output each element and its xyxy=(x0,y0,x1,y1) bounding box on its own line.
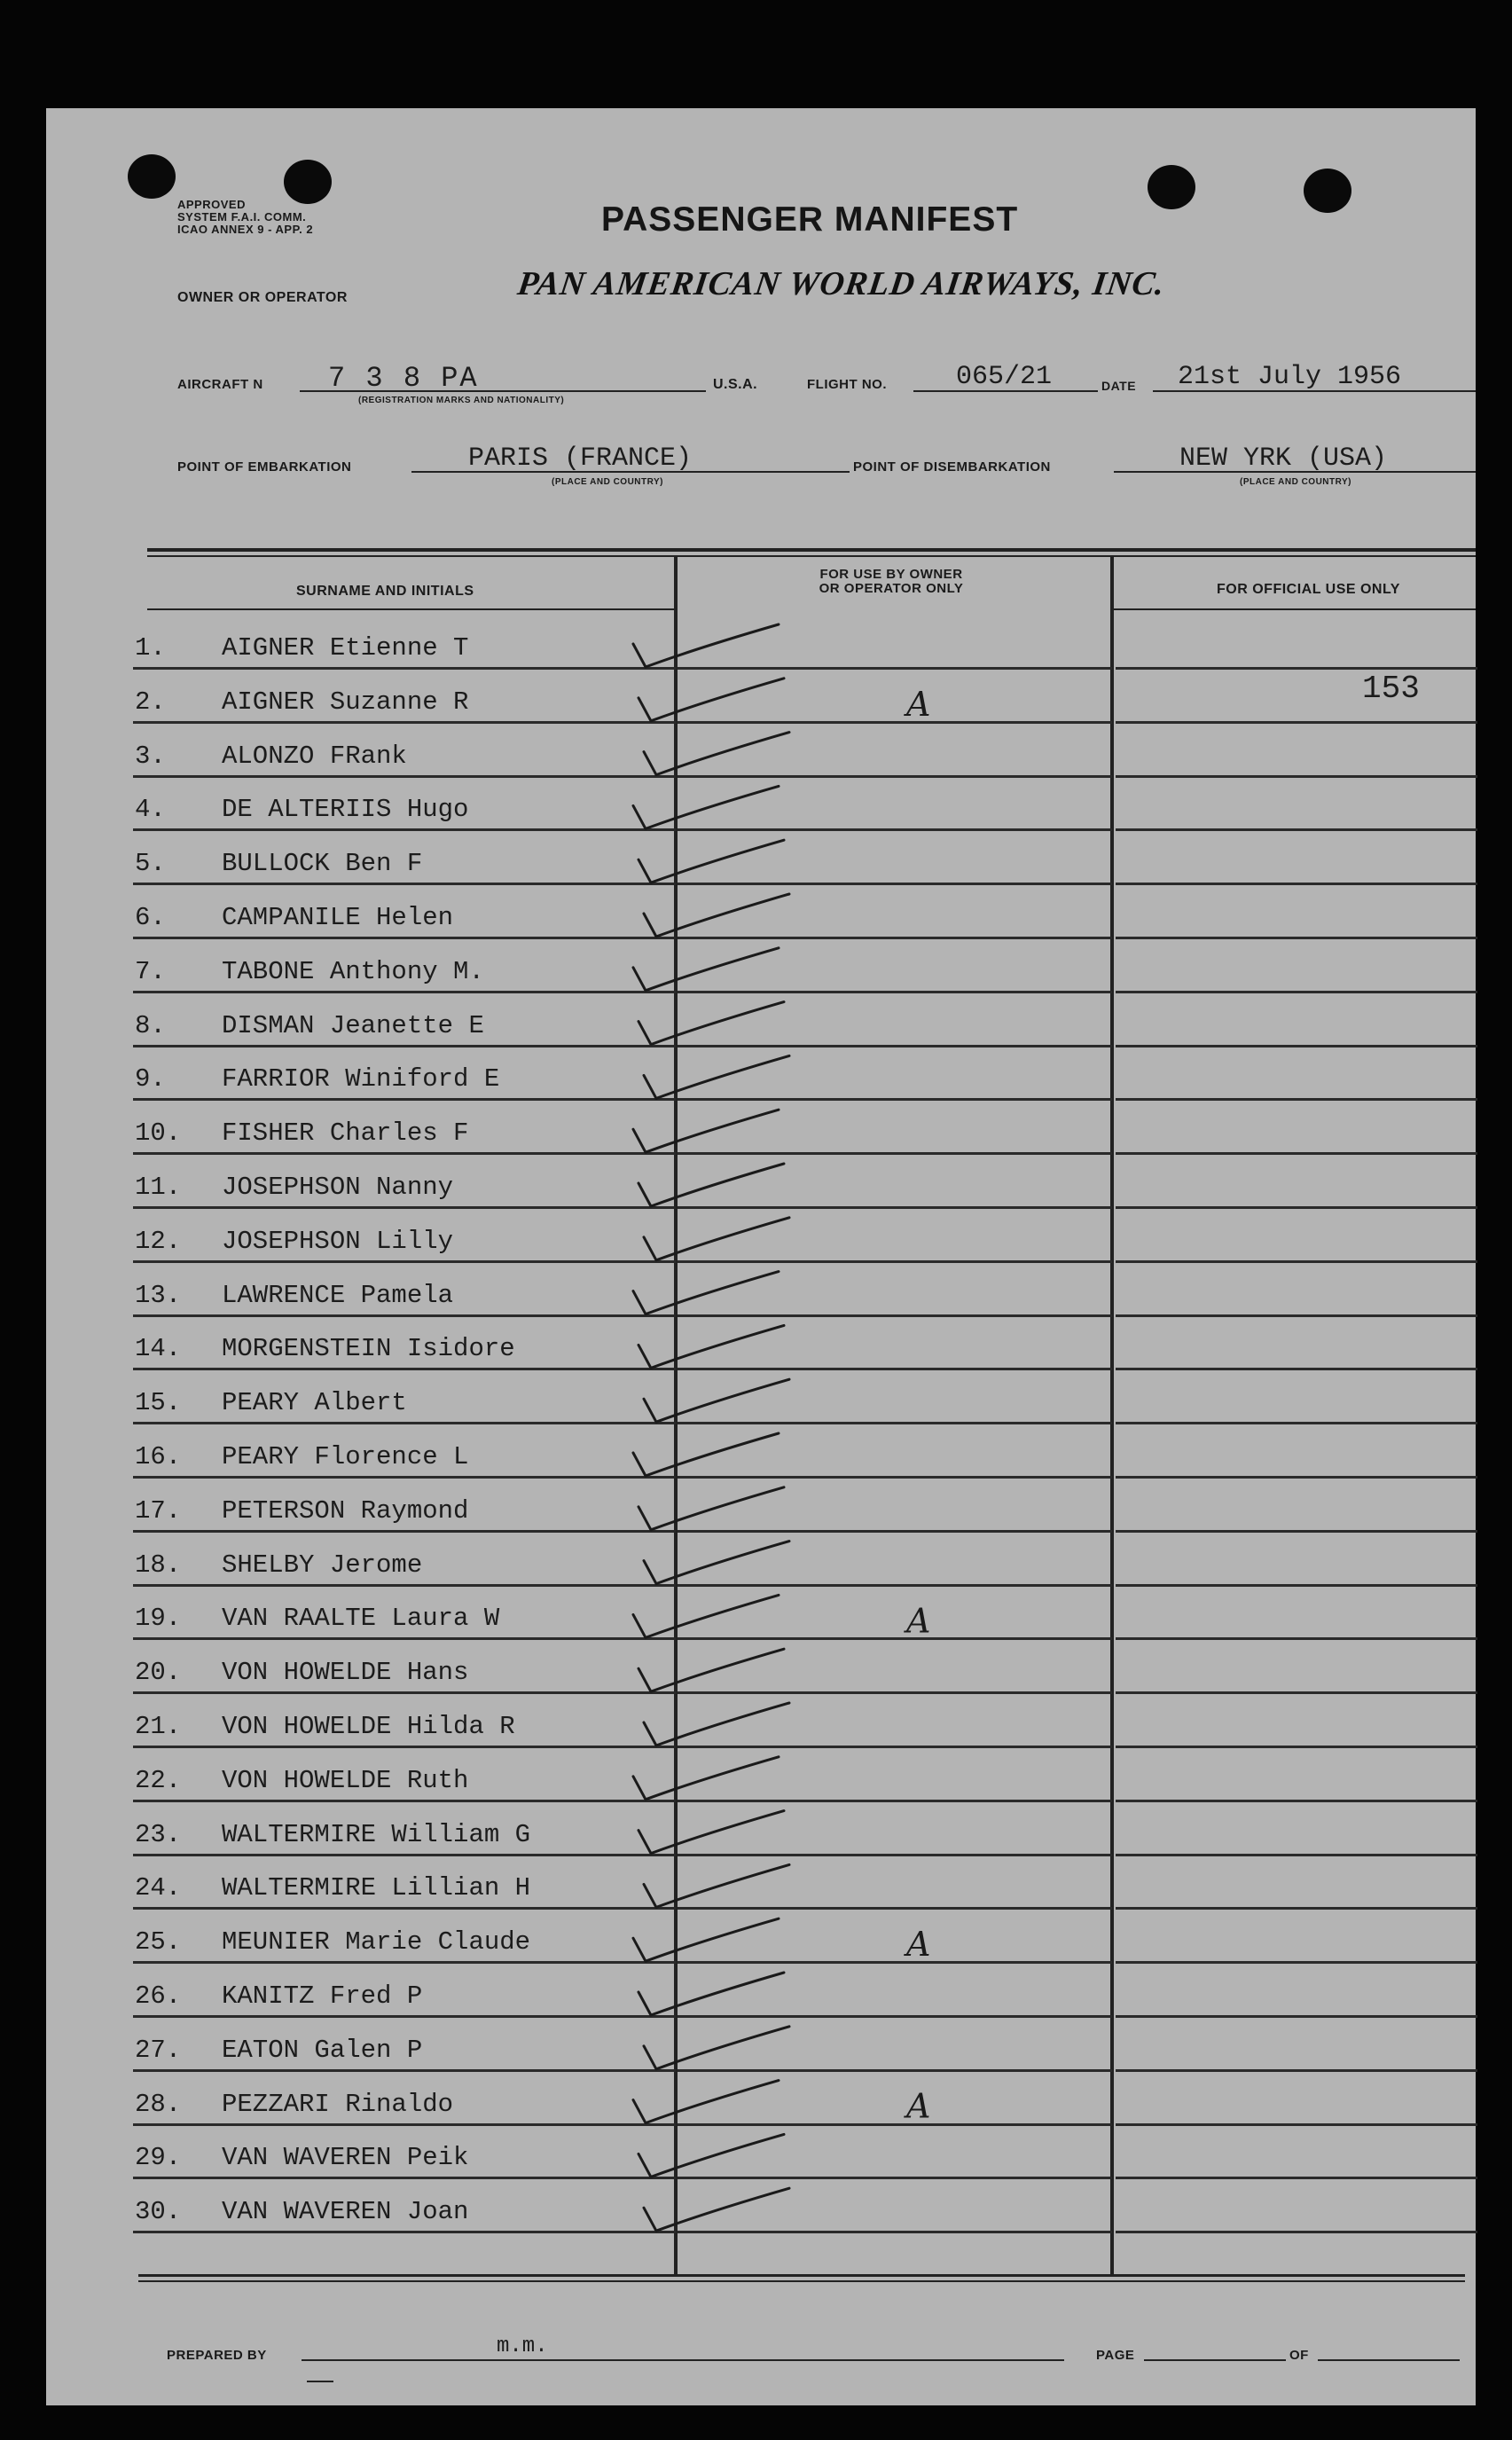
passenger-name: AIGNER Etienne T xyxy=(222,633,469,663)
row-rule xyxy=(678,2231,1112,2233)
row-rule xyxy=(133,1637,676,1640)
passenger-name: CAMPANILE Helen xyxy=(222,903,454,932)
row-rule xyxy=(1116,667,1477,670)
row-rule xyxy=(678,2123,1112,2126)
row-rule xyxy=(678,937,1112,939)
column-divider xyxy=(674,555,678,2276)
row-number: 5. xyxy=(135,849,166,879)
row-rule xyxy=(1116,1907,1477,1910)
row-rule xyxy=(678,883,1112,885)
official-number: 153 xyxy=(1362,671,1420,707)
row-rule xyxy=(133,883,676,885)
prepared-value: m.m. xyxy=(497,2334,548,2358)
aircraft-value: 7 3 8 PA xyxy=(328,362,479,395)
row-number: 29. xyxy=(135,2143,182,2173)
passenger-name: TABONE Anthony M. xyxy=(222,956,484,986)
row-rule xyxy=(1116,2015,1477,2018)
punch-hole xyxy=(1148,165,1195,209)
operator-name: PAN AMERICAN WORLD AIRWAYS, INC. xyxy=(515,265,1168,302)
row-number: 22. xyxy=(135,1765,182,1795)
row-number: 9. xyxy=(135,1064,166,1094)
row-rule xyxy=(1116,1530,1477,1533)
row-rule xyxy=(1116,937,1477,939)
handwritten-mark: A xyxy=(906,684,931,724)
row-rule xyxy=(1116,1476,1477,1479)
row-rule xyxy=(678,1368,1112,1370)
of-underline xyxy=(1318,2359,1460,2361)
passenger-name: FISHER Charles F xyxy=(222,1118,469,1149)
row-rule xyxy=(1116,1206,1477,1209)
row-rule xyxy=(678,1691,1112,1694)
owner-label: OWNER OR OPERATOR xyxy=(177,290,348,305)
row-rule xyxy=(1116,1961,1477,1964)
aircraft-label: AIRCRAFT N xyxy=(177,377,263,392)
row-number: 25. xyxy=(135,1927,182,1957)
row-rule xyxy=(133,667,676,670)
passenger-name: BULLOCK Ben F xyxy=(222,849,423,879)
passenger-name: PETERSON Raymond xyxy=(222,1495,469,1526)
row-rule xyxy=(133,1800,676,1802)
row-number: 12. xyxy=(135,1226,182,1256)
passenger-name: VON HOWELDE Hilda R xyxy=(222,1712,515,1741)
row-rule xyxy=(133,828,676,831)
passenger-name: MORGENSTEIN Isidore xyxy=(222,1334,515,1364)
page-label: PAGE xyxy=(1096,2348,1135,2363)
prepared-label: PREPARED BY xyxy=(167,2348,267,2363)
passenger-name: PEARY Albert xyxy=(222,1388,407,1418)
col-official-header: FOR OFFICIAL USE ONLY xyxy=(1217,582,1400,597)
row-rule xyxy=(133,1746,676,1748)
row-rule xyxy=(1116,1098,1477,1101)
passenger-name: JOSEPHSON Nanny xyxy=(222,1173,454,1202)
row-number: 6. xyxy=(135,903,166,932)
row-rule xyxy=(133,2177,676,2179)
row-rule xyxy=(133,1691,676,1694)
header-underline xyxy=(147,608,674,610)
table-top-rule xyxy=(147,548,1476,552)
row-number: 2. xyxy=(135,686,166,717)
row-rule xyxy=(1116,1691,1477,1694)
row-rule xyxy=(133,775,676,778)
passenger-name: PEZZARI Rinaldo xyxy=(222,2089,454,2119)
embark-value: PARIS (FRANCE) xyxy=(468,443,693,474)
row-rule xyxy=(1116,2123,1477,2126)
row-rule xyxy=(678,1476,1112,1479)
row-rule xyxy=(1116,1854,1477,1856)
col-owner-header-line: OR OPERATOR ONLY xyxy=(819,581,964,596)
row-rule xyxy=(133,937,676,939)
row-number: 23. xyxy=(135,1819,182,1849)
row-number: 17. xyxy=(135,1495,182,1526)
disembark-sublabel: (PLACE AND COUNTRY) xyxy=(1240,477,1351,487)
row-number: 13. xyxy=(135,1280,182,1310)
row-rule xyxy=(1116,1746,1477,1748)
row-number: 16. xyxy=(135,1442,182,1471)
row-rule xyxy=(133,1368,676,1370)
row-rule xyxy=(133,1152,676,1155)
row-number: 4. xyxy=(135,795,166,825)
row-number: 18. xyxy=(135,1550,182,1580)
row-rule xyxy=(1116,883,1477,885)
handwritten-mark: A xyxy=(906,1925,931,1965)
row-number: 28. xyxy=(135,2089,182,2119)
row-rule xyxy=(133,1584,676,1587)
row-rule xyxy=(678,1045,1112,1047)
row-rule xyxy=(1116,1637,1477,1640)
row-rule xyxy=(133,1530,676,1533)
passenger-name: VAN RAALTE Laura W xyxy=(222,1604,500,1634)
embark-label: POINT OF EMBARKATION xyxy=(177,459,352,475)
footer-rule xyxy=(138,2280,1465,2282)
row-rule xyxy=(1116,1422,1477,1424)
row-rule xyxy=(133,2069,676,2072)
row-rule xyxy=(1116,721,1477,724)
flight-value: 065/21 xyxy=(956,362,1053,392)
passenger-name: DE ALTERIIS Hugo xyxy=(222,795,469,825)
disembark-label: POINT OF DISEMBARKATION xyxy=(853,459,1051,475)
handwritten-mark: A xyxy=(906,1601,931,1641)
row-number: 30. xyxy=(135,2197,182,2227)
row-rule xyxy=(678,1800,1112,1802)
row-rule xyxy=(1116,1260,1477,1263)
page-title: PASSENGER MANIFEST xyxy=(601,200,1019,239)
row-rule xyxy=(678,1961,1112,1964)
footer-rule xyxy=(138,2274,1465,2277)
row-rule xyxy=(678,991,1112,993)
page-underline xyxy=(1144,2359,1286,2361)
row-rule xyxy=(678,1746,1112,1748)
column-divider xyxy=(1110,555,1114,2276)
row-rule xyxy=(133,1476,676,1479)
aircraft-sublabel: (REGISTRATION MARKS AND NATIONALITY) xyxy=(358,396,565,405)
row-rule xyxy=(133,1098,676,1101)
passenger-name: VON HOWELDE Ruth xyxy=(222,1765,469,1795)
row-number: 27. xyxy=(135,2035,182,2065)
row-rule xyxy=(678,667,1112,670)
row-rule xyxy=(133,1206,676,1209)
passenger-name: WALTERMIRE William G xyxy=(222,1819,531,1849)
row-number: 10. xyxy=(135,1118,182,1149)
row-number: 7. xyxy=(135,956,166,986)
row-rule xyxy=(133,1422,676,1424)
usa-label: U.S.A. xyxy=(713,377,758,392)
row-rule xyxy=(133,2123,676,2126)
table-top-rule xyxy=(147,555,1476,557)
row-rule xyxy=(678,2069,1112,2072)
approval-line: SYSTEM F.A.I. COMM. xyxy=(177,210,307,224)
approval-line: APPROVED xyxy=(177,198,246,211)
date-value: 21st July 1956 xyxy=(1178,362,1402,392)
row-number: 26. xyxy=(135,1981,182,2011)
passenger-name: FARRIOR Winiford E xyxy=(222,1064,500,1094)
header-underline xyxy=(1114,608,1476,610)
row-number: 1. xyxy=(135,633,166,663)
row-rule xyxy=(1116,775,1477,778)
row-rule xyxy=(678,775,1112,778)
handwritten-mark: A xyxy=(906,2086,931,2126)
approval-block xyxy=(177,199,313,236)
row-rule xyxy=(678,1854,1112,1856)
row-number: 20. xyxy=(135,1658,182,1688)
row-number: 15. xyxy=(135,1388,182,1418)
passenger-name: VON HOWELDE Hans xyxy=(222,1658,469,1688)
col-owner-header xyxy=(780,568,1002,596)
row-number: 24. xyxy=(135,1873,182,1903)
row-number: 14. xyxy=(135,1334,182,1364)
row-rule xyxy=(1116,2069,1477,2072)
passenger-name: VAN WAVEREN Peik xyxy=(222,2143,469,2173)
row-rule xyxy=(678,1314,1112,1317)
row-rule xyxy=(1116,1045,1477,1047)
row-number: 11. xyxy=(135,1173,182,1202)
row-rule xyxy=(133,1961,676,1964)
row-rule xyxy=(1116,1152,1477,1155)
col-owner-header-line: FOR USE BY OWNER xyxy=(819,567,963,582)
row-rule xyxy=(1116,1800,1477,1802)
footer-mark xyxy=(307,2381,333,2382)
row-rule xyxy=(678,721,1112,724)
disembark-value: NEW YRK (USA) xyxy=(1179,443,1388,474)
row-number: 19. xyxy=(135,1604,182,1634)
row-number: 21. xyxy=(135,1712,182,1741)
row-rule xyxy=(133,1260,676,1263)
row-rule xyxy=(678,1637,1112,1640)
passenger-name: MEUNIER Marie Claude xyxy=(222,1927,531,1957)
row-rule xyxy=(678,2177,1112,2179)
passenger-name: KANITZ Fred P xyxy=(222,1981,423,2011)
date-label: DATE xyxy=(1101,379,1137,393)
row-number: 8. xyxy=(135,1010,166,1040)
row-rule xyxy=(1116,828,1477,831)
row-rule xyxy=(678,828,1112,831)
row-rule xyxy=(133,1854,676,1856)
passenger-name: PEARY Florence L xyxy=(222,1442,469,1471)
punch-hole xyxy=(284,160,332,204)
passenger-name: DISMAN Jeanette E xyxy=(222,1010,484,1040)
row-rule xyxy=(678,1584,1112,1587)
row-rule xyxy=(1116,2177,1477,2179)
passenger-name: LAWRENCE Pamela xyxy=(222,1280,454,1310)
punch-hole xyxy=(1304,169,1351,213)
passenger-name: WALTERMIRE Lillian H xyxy=(222,1873,531,1903)
row-rule xyxy=(1116,2231,1477,2233)
row-rule xyxy=(1116,1368,1477,1370)
of-label: OF xyxy=(1289,2348,1309,2363)
row-rule xyxy=(678,2015,1112,2018)
row-rule xyxy=(133,991,676,993)
passenger-name: ALONZO FRank xyxy=(222,741,407,771)
col-surname-header: SURNAME AND INITIALS xyxy=(296,584,474,599)
passenger-name: JOSEPHSON Lilly xyxy=(222,1226,454,1256)
row-rule xyxy=(678,1206,1112,1209)
row-rule xyxy=(133,1045,676,1047)
row-rule xyxy=(678,1152,1112,1155)
row-rule xyxy=(1116,1314,1477,1317)
approval-line: ICAO ANNEX 9 - APP. 2 xyxy=(177,223,314,236)
row-rule xyxy=(133,1314,676,1317)
row-rule xyxy=(678,1260,1112,1263)
row-rule xyxy=(133,721,676,724)
punch-hole xyxy=(128,154,176,199)
row-rule xyxy=(133,1907,676,1910)
row-rule xyxy=(133,2015,676,2018)
passenger-name: VAN WAVEREN Joan xyxy=(222,2197,469,2227)
passenger-name: AIGNER Suzanne R xyxy=(222,686,469,717)
embark-sublabel: (PLACE AND COUNTRY) xyxy=(552,477,663,487)
row-rule xyxy=(678,1098,1112,1101)
row-rule xyxy=(133,2231,676,2233)
row-number: 3. xyxy=(135,741,166,771)
row-rule xyxy=(1116,1584,1477,1587)
row-rule xyxy=(678,1907,1112,1910)
prepared-underline xyxy=(302,2359,1064,2361)
row-rule xyxy=(1116,991,1477,993)
row-rule xyxy=(678,1530,1112,1533)
passenger-name: EATON Galen P xyxy=(222,2035,423,2065)
passenger-name: SHELBY Jerome xyxy=(222,1550,423,1580)
flight-label: FLIGHT NO. xyxy=(807,377,887,392)
row-rule xyxy=(678,1422,1112,1424)
